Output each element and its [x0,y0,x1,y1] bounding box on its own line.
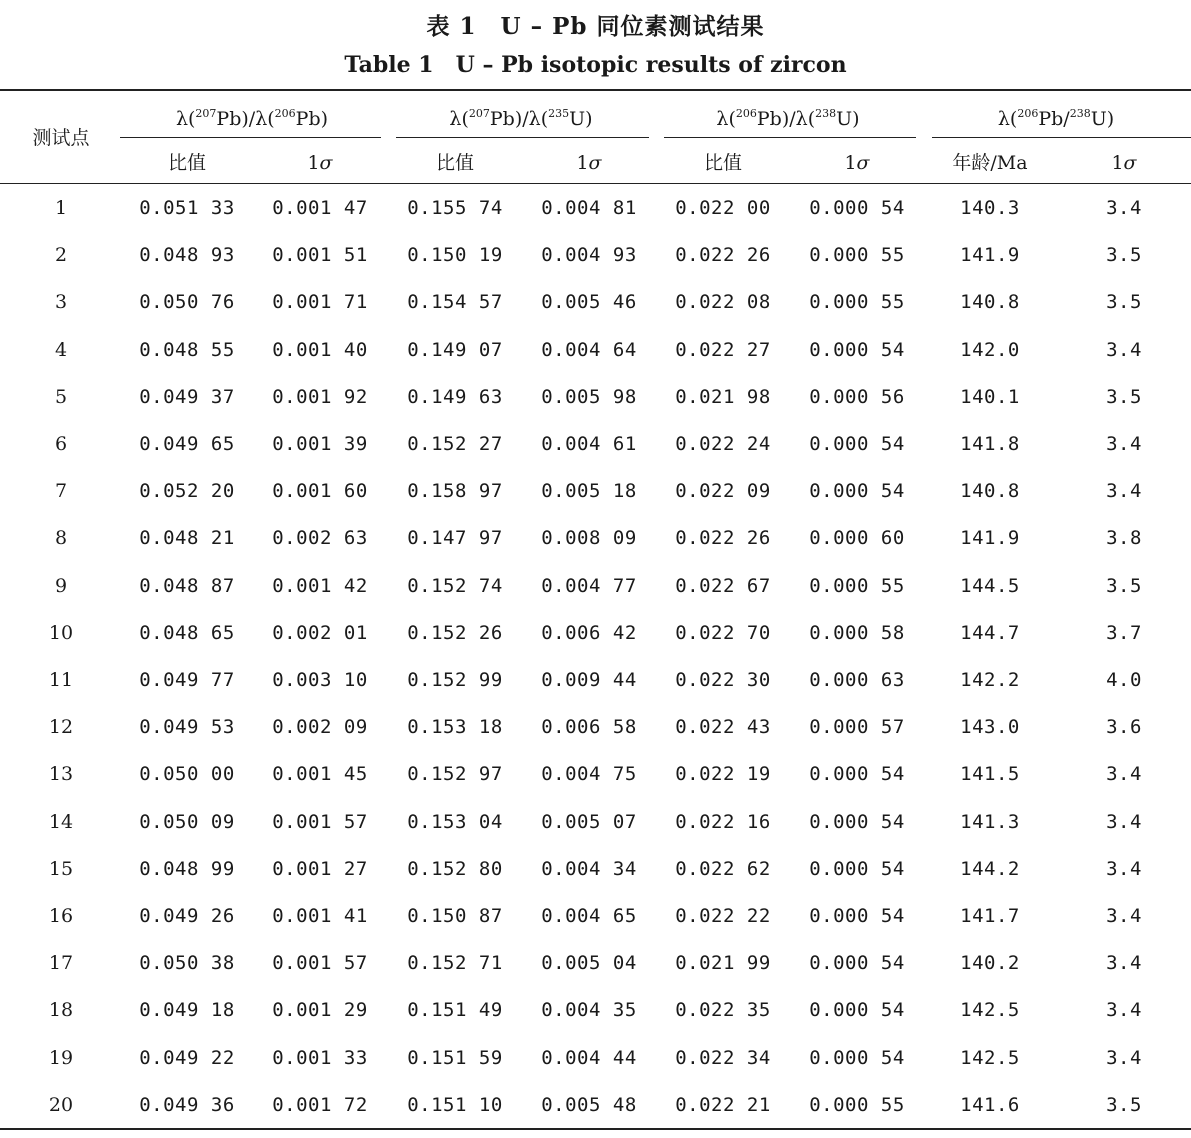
cell-age-sigma: 3.4 [1106,763,1142,785]
cell-ratio-207-235: 0.152 99 [407,669,503,691]
header-group-207pb-235u: λ($^{207}$Pb)/λ($^{235}$U) [449,107,593,130]
cell-ratio-207-206: 0.048 65 [139,622,235,644]
cell-age-sigma: 3.4 [1106,811,1142,833]
cell-ratio-207-206: 0.049 36 [139,1094,235,1116]
cell-ratio-207-206: 0.048 93 [139,244,235,266]
cell-point: 9 [54,575,68,597]
cell-age-sigma: 3.4 [1106,339,1142,361]
cell-point: 6 [54,433,68,455]
header-group-207pb-206pb: λ($^{207}$Pb)/λ($^{206}$Pb) [175,107,329,130]
cell-point: 15 [48,858,74,880]
cell-sigma-207-206: 0.001 72 [272,1094,368,1116]
cell-sigma-206-238: 0.000 54 [809,952,905,974]
cell-ratio-207-235: 0.155 74 [407,197,503,219]
cell-age-sigma: 3.8 [1106,527,1142,549]
cell-age-sigma: 3.4 [1106,952,1142,974]
cell-ratio-207-235: 0.151 59 [407,1047,503,1069]
cell-ratio-206-238: 0.022 34 [675,1047,771,1069]
cell-age: 141.7 [960,905,1020,927]
cell-sigma-206-238: 0.000 55 [809,1094,905,1116]
cell-age: 142.0 [960,339,1020,361]
cell-ratio-207-235: 0.152 80 [407,858,503,880]
cell-ratio-206-238: 0.022 09 [675,480,771,502]
cell-point: 14 [48,811,74,833]
cell-ratio-207-235: 0.149 07 [407,339,503,361]
cell-age: 141.9 [960,527,1020,549]
cell-age: 144.5 [960,575,1020,597]
cell-sigma-207-235: 0.004 44 [541,1047,637,1069]
cell-age: 142.5 [960,999,1020,1021]
cell-sigma-207-235: 0.005 18 [541,480,637,502]
cell-sigma-207-235: 0.006 42 [541,622,637,644]
header-sigma-4: 1σ [1111,152,1137,174]
cell-age-sigma: 3.4 [1106,480,1142,502]
cell-point: 8 [54,527,68,549]
cell-sigma-206-238: 0.000 55 [809,575,905,597]
header-sigma-1: 1σ [307,152,333,174]
cell-point: 13 [48,763,74,785]
cell-ratio-207-206: 0.052 20 [139,480,235,502]
cell-ratio-207-235: 0.152 71 [407,952,503,974]
cell-sigma-207-235: 0.005 07 [541,811,637,833]
cell-ratio-207-235: 0.147 97 [407,527,503,549]
cell-age-sigma: 3.4 [1106,999,1142,1021]
cell-sigma-207-235: 0.004 61 [541,433,637,455]
cell-ratio-207-235: 0.149 63 [407,386,503,408]
cell-sigma-207-206: 0.001 71 [272,291,368,313]
cell-age-sigma: 3.5 [1106,575,1142,597]
cell-sigma-206-238: 0.000 55 [809,291,905,313]
cell-sigma-207-235: 0.004 35 [541,999,637,1021]
header-age: 年龄/Ma [952,152,1028,174]
cell-point: 12 [48,716,74,738]
cell-sigma-207-235: 0.004 77 [541,575,637,597]
cell-ratio-207-206: 0.048 87 [139,575,235,597]
cell-sigma-207-206: 0.001 57 [272,811,368,833]
table-title-zh: 表 1 U – Pb 同位素测试结果 [426,13,765,40]
cell-sigma-207-235: 0.008 09 [541,527,637,549]
cell-sigma-207-206: 0.001 51 [272,244,368,266]
cell-ratio-206-238: 0.022 26 [675,244,771,266]
cell-age: 142.2 [960,669,1020,691]
cell-sigma-206-238: 0.000 54 [809,811,905,833]
cell-age: 140.2 [960,952,1020,974]
cell-age-sigma: 3.5 [1106,1094,1142,1116]
cell-point: 7 [54,480,68,502]
cell-ratio-206-238: 0.022 24 [675,433,771,455]
cell-ratio-207-235: 0.150 87 [407,905,503,927]
cell-point: 10 [48,622,74,644]
cell-ratio-207-235: 0.152 26 [407,622,503,644]
cell-ratio-207-206: 0.049 22 [139,1047,235,1069]
cell-ratio-207-235: 0.154 57 [407,291,503,313]
cell-ratio-206-238: 0.022 21 [675,1094,771,1116]
cell-ratio-207-206: 0.049 26 [139,905,235,927]
cell-age: 140.1 [960,386,1020,408]
cell-age: 144.2 [960,858,1020,880]
cell-sigma-207-206: 0.001 27 [272,858,368,880]
cell-sigma-207-235: 0.004 34 [541,858,637,880]
header-ratio-1: 比值 [167,152,207,174]
cell-ratio-207-206: 0.050 00 [139,763,235,785]
cell-sigma-207-206: 0.001 47 [272,197,368,219]
cell-point: 4 [54,339,68,361]
header-point-label: 测试点 [32,127,90,149]
cell-ratio-207-206: 0.048 21 [139,527,235,549]
cell-sigma-206-238: 0.000 54 [809,480,905,502]
cell-point: 16 [48,905,74,927]
cell-ratio-206-238: 0.021 99 [675,952,771,974]
cell-sigma-207-206: 0.001 40 [272,339,368,361]
cell-point: 19 [48,1047,74,1069]
cell-ratio-207-206: 0.049 53 [139,716,235,738]
cell-sigma-207-206: 0.002 63 [272,527,368,549]
cell-sigma-207-235: 0.005 48 [541,1094,637,1116]
cell-ratio-206-238: 0.022 35 [675,999,771,1021]
cell-ratio-207-235: 0.152 97 [407,763,503,785]
cell-age-sigma: 3.5 [1106,244,1142,266]
header-sigma-3: 1σ [844,152,870,174]
cell-sigma-206-238: 0.000 54 [809,763,905,785]
cell-sigma-206-238: 0.000 58 [809,622,905,644]
cell-ratio-207-206: 0.050 09 [139,811,235,833]
cell-ratio-207-235: 0.158 97 [407,480,503,502]
cell-age-sigma: 3.7 [1106,622,1142,644]
cell-sigma-206-238: 0.000 55 [809,244,905,266]
cell-sigma-206-238: 0.000 60 [809,527,905,549]
cell-sigma-207-235: 0.005 46 [541,291,637,313]
cell-age: 143.0 [960,716,1020,738]
cell-sigma-207-206: 0.001 45 [272,763,368,785]
cell-sigma-207-206: 0.001 39 [272,433,368,455]
cell-ratio-206-238: 0.022 22 [675,905,771,927]
cell-ratio-206-238: 0.022 08 [675,291,771,313]
cell-age-sigma: 3.5 [1106,386,1142,408]
cell-ratio-207-206: 0.050 76 [139,291,235,313]
cell-point: 3 [54,291,68,313]
cell-age-sigma: 3.4 [1106,197,1142,219]
cell-sigma-206-238: 0.000 54 [809,999,905,1021]
cell-age-sigma: 4.0 [1106,669,1142,691]
cell-sigma-206-238: 0.000 54 [809,197,905,219]
cell-age-sigma: 3.4 [1106,433,1142,455]
table-title-en: Table 1 U – Pb isotopic results of zircon [344,52,847,78]
cell-sigma-207-206: 0.001 41 [272,905,368,927]
cell-sigma-207-235: 0.004 93 [541,244,637,266]
cell-age: 141.8 [960,433,1020,455]
cell-sigma-207-206: 0.001 92 [272,386,368,408]
cell-point: 1 [54,197,68,219]
cell-ratio-206-238: 0.022 30 [675,669,771,691]
cell-point: 20 [48,1094,74,1116]
cell-age: 141.3 [960,811,1020,833]
cell-ratio-207-206: 0.048 99 [139,858,235,880]
cell-age: 140.8 [960,291,1020,313]
cell-point: 17 [48,952,74,974]
cell-sigma-206-238: 0.000 56 [809,386,905,408]
cell-ratio-206-238: 0.022 16 [675,811,771,833]
cell-ratio-207-206: 0.049 37 [139,386,235,408]
cell-sigma-207-235: 0.005 98 [541,386,637,408]
cell-ratio-206-238: 0.022 00 [675,197,771,219]
cell-sigma-207-235: 0.004 65 [541,905,637,927]
cell-sigma-206-238: 0.000 54 [809,858,905,880]
cell-sigma-206-238: 0.000 63 [809,669,905,691]
cell-sigma-207-235: 0.005 04 [541,952,637,974]
cell-ratio-207-235: 0.151 10 [407,1094,503,1116]
cell-age: 142.5 [960,1047,1020,1069]
cell-age-sigma: 3.4 [1106,905,1142,927]
cell-ratio-207-235: 0.153 18 [407,716,503,738]
cell-ratio-206-238: 0.022 70 [675,622,771,644]
cell-sigma-207-235: 0.006 58 [541,716,637,738]
cell-ratio-206-238: 0.022 62 [675,858,771,880]
cell-point: 5 [54,386,68,408]
cell-sigma-206-238: 0.000 57 [809,716,905,738]
cell-sigma-207-235: 0.004 64 [541,339,637,361]
cell-age: 141.5 [960,763,1020,785]
cell-sigma-207-206: 0.001 60 [272,480,368,502]
cell-ratio-207-206: 0.049 77 [139,669,235,691]
cell-sigma-207-206: 0.002 09 [272,716,368,738]
cell-age: 140.8 [960,480,1020,502]
cell-sigma-206-238: 0.000 54 [809,339,905,361]
cell-ratio-207-206: 0.051 33 [139,197,235,219]
cell-sigma-207-235: 0.004 75 [541,763,637,785]
cell-age: 141.6 [960,1094,1020,1116]
cell-ratio-207-235: 0.152 74 [407,575,503,597]
cell-sigma-206-238: 0.000 54 [809,1047,905,1069]
header-group-206pb-238u: λ($^{206}$Pb)/λ($^{238}$U) [716,107,860,130]
cell-age: 144.7 [960,622,1020,644]
cell-sigma-207-206: 0.003 10 [272,669,368,691]
cell-ratio-206-238: 0.022 19 [675,763,771,785]
cell-sigma-207-235: 0.009 44 [541,669,637,691]
cell-ratio-206-238: 0.022 43 [675,716,771,738]
header-ratio-2: 比值 [435,152,475,174]
cell-age: 140.3 [960,197,1020,219]
cell-ratio-207-235: 0.151 49 [407,999,503,1021]
cell-ratio-207-206: 0.049 18 [139,999,235,1021]
cell-ratio-207-206: 0.050 38 [139,952,235,974]
cell-ratio-207-235: 0.152 27 [407,433,503,455]
cell-ratio-207-235: 0.150 19 [407,244,503,266]
cell-ratio-207-206: 0.049 65 [139,433,235,455]
cell-age-sigma: 3.6 [1106,716,1142,738]
cell-point: 18 [48,999,74,1021]
cell-sigma-207-206: 0.002 01 [272,622,368,644]
header-ratio-3: 比值 [703,152,743,174]
cell-age: 141.9 [960,244,1020,266]
header-group-age: λ($^{206}$Pb/$^{238}$U) [997,107,1115,130]
cell-sigma-207-206: 0.001 29 [272,999,368,1021]
cell-sigma-207-206: 0.001 33 [272,1047,368,1069]
header-sigma-2: 1σ [576,152,602,174]
cell-ratio-206-238: 0.021 98 [675,386,771,408]
cell-ratio-207-235: 0.153 04 [407,811,503,833]
cell-sigma-207-206: 0.001 42 [272,575,368,597]
cell-age-sigma: 3.4 [1106,1047,1142,1069]
cell-age-sigma: 3.5 [1106,291,1142,313]
cell-sigma-207-206: 0.001 57 [272,952,368,974]
cell-point: 2 [54,244,68,266]
cell-sigma-206-238: 0.000 54 [809,433,905,455]
cell-age-sigma: 3.4 [1106,858,1142,880]
cell-ratio-206-238: 0.022 27 [675,339,771,361]
cell-point: 11 [48,669,74,691]
cell-sigma-206-238: 0.000 54 [809,905,905,927]
cell-sigma-207-235: 0.004 81 [541,197,637,219]
cell-ratio-207-206: 0.048 55 [139,339,235,361]
cell-ratio-206-238: 0.022 26 [675,527,771,549]
cell-ratio-206-238: 0.022 67 [675,575,771,597]
